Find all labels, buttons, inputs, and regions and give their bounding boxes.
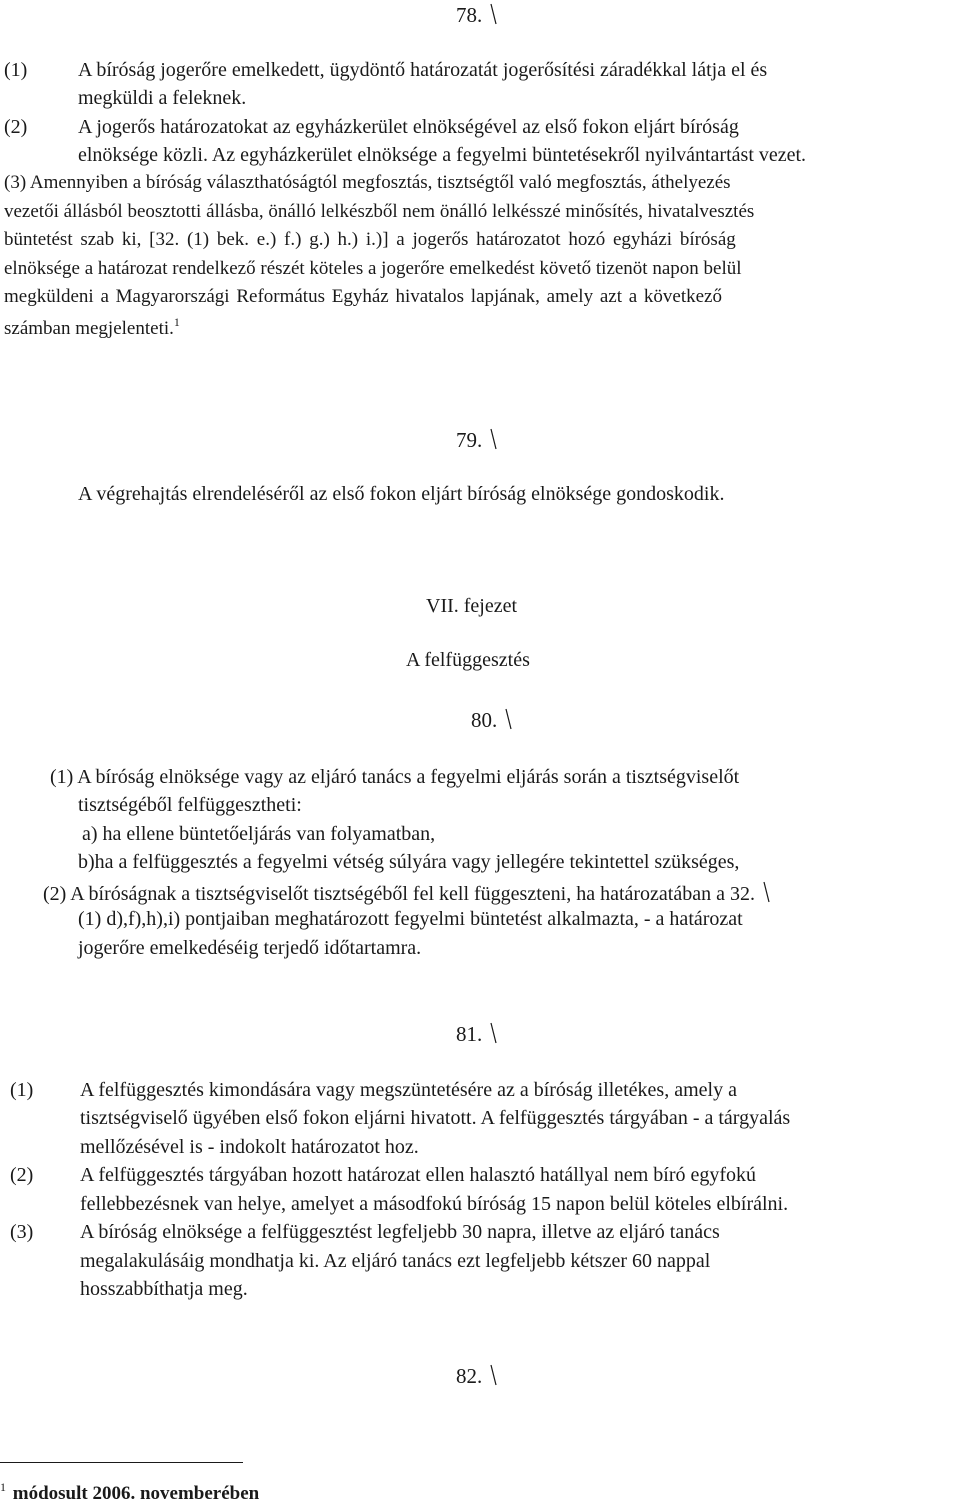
s79-text: A végrehajtás elrendeléséről az első fokon eljárt bíróság elnöksége gondoskodik. (78, 483, 725, 505)
s78-p3-line6 (4, 316, 180, 338)
footnote-marker: 1 (0, 1480, 6, 1494)
s80-line5 (43, 881, 770, 904)
section-number: 80. (471, 708, 498, 732)
section-sign-icon (490, 3, 497, 25)
s80-line3: a) ha ellene büntetőeljárás van folyamatban, (82, 823, 436, 845)
section-number: 78. (456, 3, 483, 27)
section-80-heading (471, 708, 512, 731)
s78-p3-line4: elnöksége a határozat rendelkező részét köteles a jogerőre emelkedést követő tizenöt napon belül (4, 258, 742, 279)
s80-line2: tisztségéből felfüggesztheti: (78, 794, 302, 816)
s78-p3-line5: megküldeni a Magyarországi Református Egyház hivatalos lapjának, amely azt a következő (4, 286, 722, 307)
s80-line7: jogerőre emelkedéséig terjedő időtartamra. (78, 937, 422, 959)
s81-p3-number: (3) (10, 1221, 34, 1243)
section-81-heading (456, 1022, 497, 1045)
section-number: 79. (456, 428, 483, 452)
section-number: 82. (456, 1364, 483, 1388)
s78-p3-line3: büntetést szab ki, [32. (1) bek. e.) f.) g.) h.) i.)] a jogerős határozatot hozó egyházi bíróság (4, 229, 736, 250)
s78-p3-line1: (3) Amennyiben a bíróság választhatóságtól megfosztás, tisztségtől való megfosztás, áthelyezés (4, 172, 731, 193)
section-79-heading (456, 428, 497, 451)
section-sign-icon (490, 428, 497, 450)
footnote-text: módosult 2006. novemberében (12, 1483, 260, 1504)
section-82-heading (456, 1364, 497, 1387)
chapter-title: A felfüggesztés (406, 649, 530, 671)
section-sign-icon (490, 1022, 497, 1044)
s81-p2-number: (2) (10, 1164, 34, 1186)
s78-p2-line1: A jogerős határozatokat az egyházkerület elnökségével az első fokon eljárt bíróság (78, 116, 739, 138)
section-sign-icon (505, 708, 512, 730)
s81-p3-line3: hosszabbíthatja meg. (80, 1278, 248, 1300)
s78-p3-line2: vezetői állásból beosztotti állásba, önálló lelkészből nem önálló lelkésszé minősítés, hivatalvesztés (4, 201, 755, 222)
section-78-heading (456, 3, 497, 26)
s80-line4: b)ha a felfüggesztés a fegyelmi vétség súlyára vagy jellegére tekintettel szükséges, (78, 851, 740, 873)
s81-p3-line1: A bíróság elnöksége a felfüggesztést legfeljebb 30 napra, illetve az eljáró tanács (80, 1221, 720, 1243)
s78-p2-number: (2) (4, 116, 28, 138)
s81-p2-line1: A felfüggesztés tárgyában hozott határozat ellen halasztó hatállyal nem bíró egyfokú (80, 1164, 757, 1186)
s81-p1-number: (1) (10, 1079, 34, 1101)
footnote (0, 1480, 259, 1505)
section-sign-icon (490, 1364, 497, 1386)
footnote-reference[interactable]: 1 (173, 315, 180, 329)
s81-p3-line2: megalakulásáig mondhatja ki. Az eljáró tanács ezt legfeljebb kétszer 60 nappal (80, 1250, 711, 1272)
s81-p1-line3: mellőzésével is - indokolt határozatot hoz. (80, 1136, 419, 1158)
s78-p1-line1: A bíróság jogerőre emelkedett, ügydöntő határozatát jogerősítési záradékkal látja el és (78, 59, 768, 81)
s78-p1-number: (1) (4, 59, 28, 81)
s80-line1: (1) A bíróság elnöksége vagy az eljáró tanács a fegyelmi eljárás során a tisztségviselőt (50, 766, 740, 788)
s80-line5-text: (2) A bíróságnak a tisztségviselőt tisztségéből fel kell függeszteni, ha határozatában a 32. (43, 883, 755, 905)
s81-p1-line1: A felfüggesztés kimondására vagy megszüntetésére az a bíróság illetékes, amely a (80, 1079, 737, 1101)
s81-p2-line2: fellebbezésnek van helye, amelyet a másodfokú bíróság 15 napon belül köteles elbírálni. (80, 1193, 789, 1215)
section-number: 81. (456, 1022, 483, 1046)
s78-p1-line2: megküldi a feleknek. (78, 87, 247, 109)
section-sign-icon (763, 881, 770, 903)
chapter-label: VII. fejezet (426, 595, 518, 617)
s81-p1-line2: tisztségviselő ügyében első fokon eljárni hivatott. A felfüggesztés tárgyában - a tárgyalás (80, 1107, 791, 1129)
s78-p2-line2: elnöksége közli. Az egyházkerület elnöksége a fegyelmi büntetésekről nyilvántartást vezet. (78, 144, 807, 166)
footnote-divider (0, 1462, 243, 1463)
s80-line6: (1) d),f),h),i) pontjaiban meghatározott fegyelmi büntetést alkalmazta, - a határozat (78, 908, 743, 930)
s78-p3-line6-text: számban megjelenteti. (4, 318, 174, 339)
